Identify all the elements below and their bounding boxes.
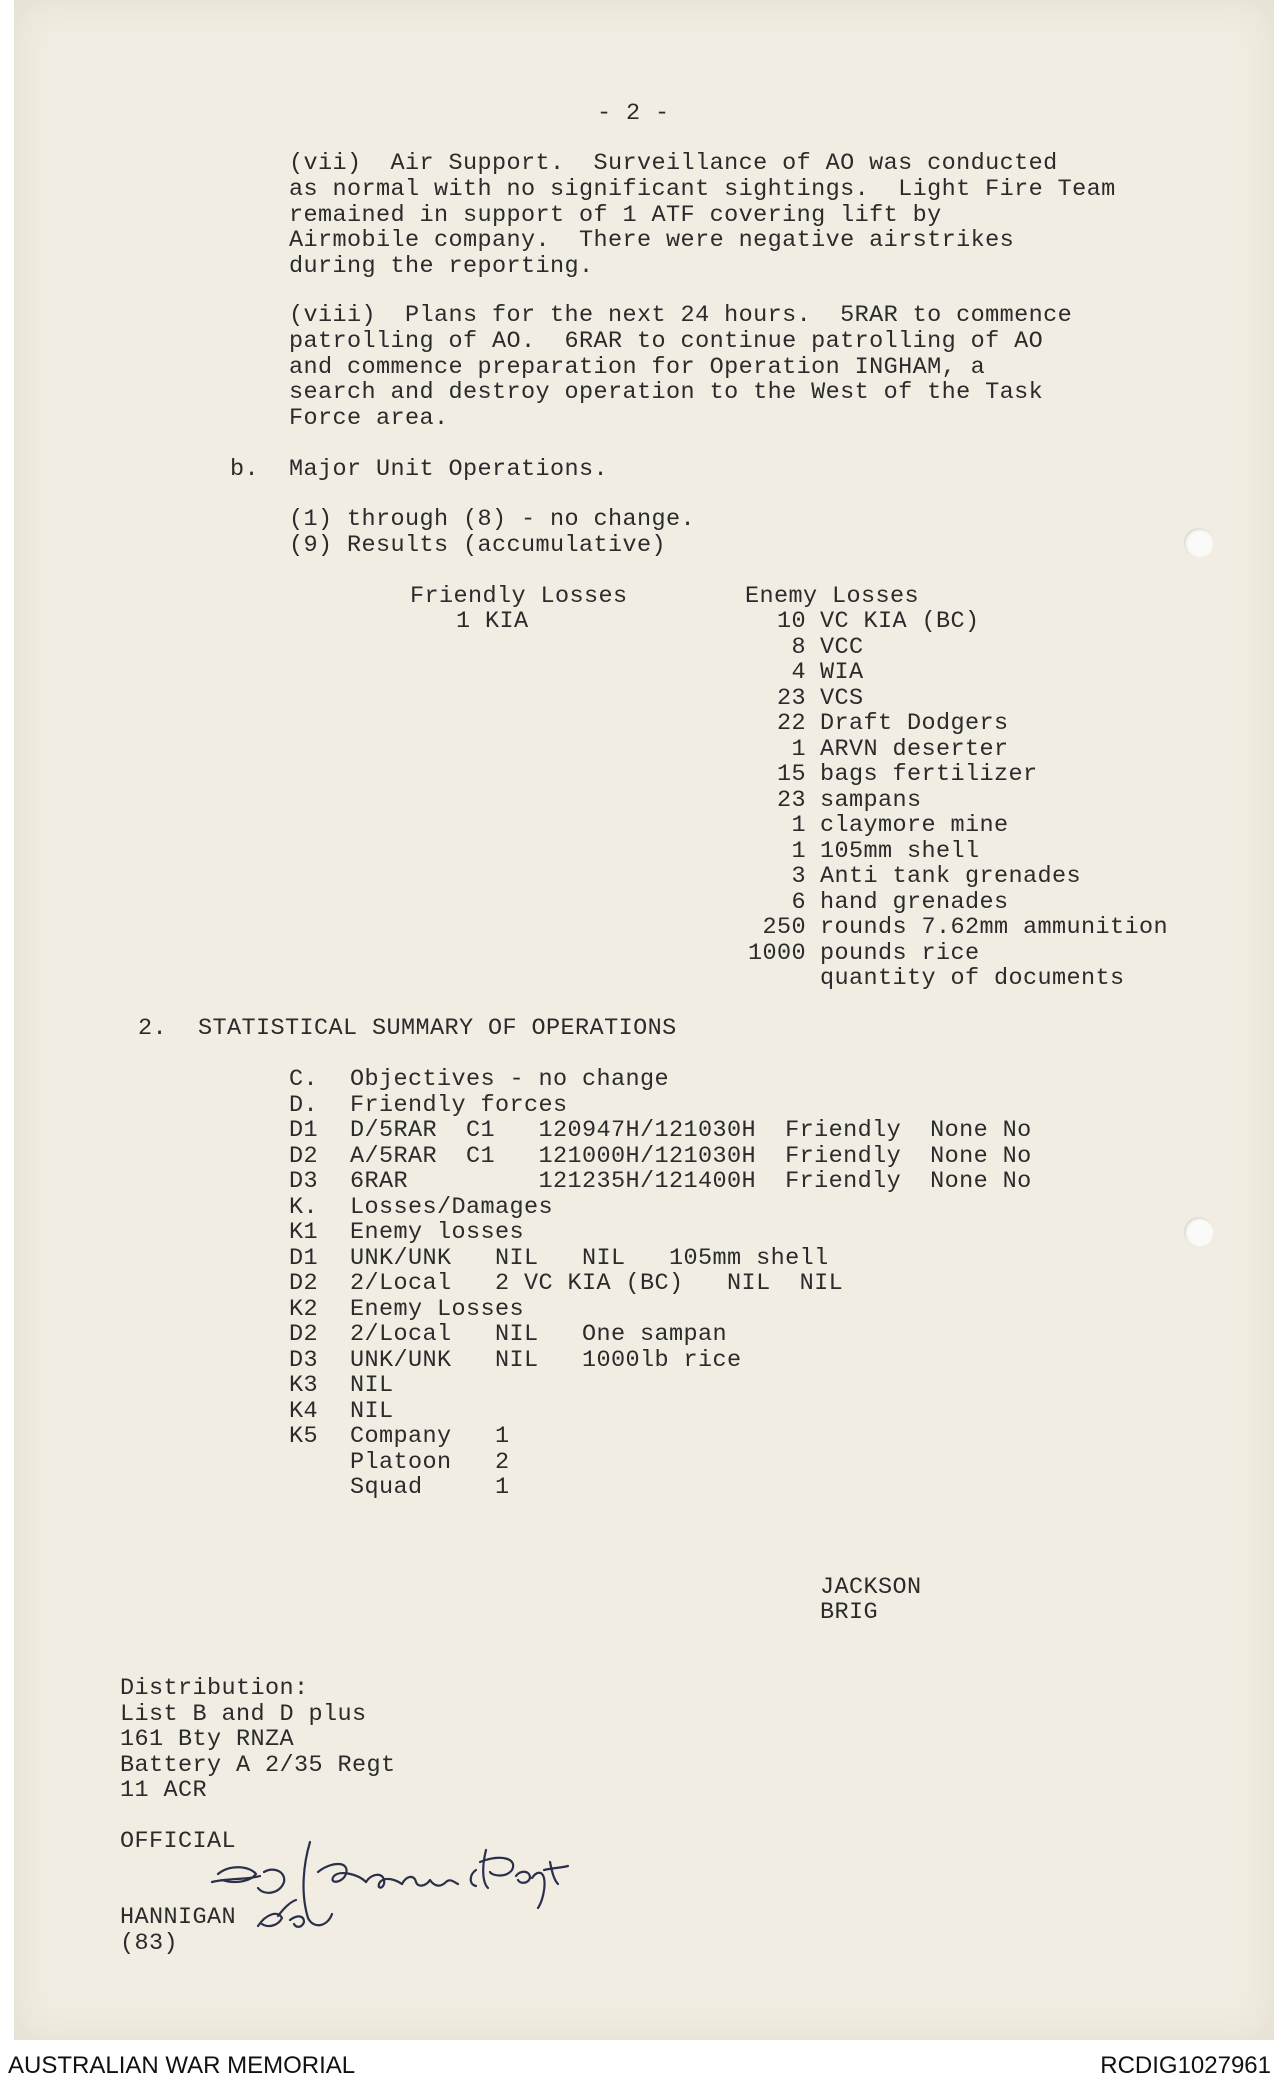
enemy-loss-desc: sampans — [820, 786, 922, 814]
enemy-loss-qty: 1 — [791, 837, 806, 865]
footer-record-id: RCDIG1027961 — [1100, 2052, 1271, 2079]
friendly-losses-item: 1 KIA — [456, 608, 529, 635]
air-support-line-3: remained in support of 1 ATF covering lift by — [289, 202, 942, 229]
handwritten-signature — [200, 1822, 680, 1942]
enemy-loss-desc: VCC — [820, 633, 864, 661]
enemy-loss-qty: 6 — [791, 888, 806, 916]
enemy-loss-qty: 22 — [776, 710, 806, 737]
stat-row-code: K4 — [289, 1397, 319, 1425]
major-unit-line-2: (9) Results (accumulative) — [289, 532, 667, 559]
official-label: OFFICIAL — [120, 1828, 237, 1855]
stat-row-code: K2 — [289, 1295, 319, 1323]
stat-row-text: Objectives - no change — [350, 1066, 670, 1093]
enemy-loss-desc: VC KIA (BC) — [820, 608, 980, 635]
enemy-loss-desc: ARVN deserter — [820, 735, 1009, 763]
enemy-loss-qty: 3 — [791, 863, 806, 890]
enemy-loss-desc: bags fertilizer — [820, 761, 1038, 788]
stat-row-code: C. — [289, 1066, 319, 1093]
enemy-loss-desc: Anti tank grenades — [820, 863, 1082, 890]
punch-hole-bottom — [1184, 1217, 1214, 1247]
stat-row-code: D1 — [289, 1244, 319, 1272]
footer-archive-name: AUSTRALIAN WAR MEMORIAL — [8, 2052, 356, 2079]
stat-row-code: K5 — [289, 1423, 319, 1450]
stat-row-text: Enemy losses — [350, 1219, 525, 1246]
enemy-loss-qty: 250 — [762, 914, 806, 941]
enemy-loss-qty: 1 — [791, 735, 806, 763]
statistical-heading: STATISTICAL SUMMARY OF OPERATIONS — [198, 1015, 677, 1042]
enemy-loss-desc: 105mm shell — [820, 837, 980, 865]
stat-row-code: K1 — [289, 1219, 319, 1246]
enemy-loss-qty: 15 — [776, 761, 806, 788]
major-unit-heading: Major Unit Operations. — [289, 456, 609, 483]
signoff-rank: BRIG — [820, 1599, 879, 1626]
enemy-loss-qty: 10 — [776, 608, 806, 635]
plans-line-3: and commence preparation for Operation INGHAM, a — [289, 354, 986, 381]
enemy-loss-desc: Draft Dodgers — [820, 710, 1009, 737]
plans-line-5: Force area. — [289, 405, 449, 432]
signoff-name: JACKSON — [820, 1574, 922, 1601]
enemy-loss-desc: VCS — [820, 684, 864, 712]
plans-line-1: (viii) Plans for the next 24 hours. 5RAR to commence — [289, 302, 1073, 329]
stat-row-text: Platoon 2 — [350, 1448, 510, 1476]
stat-row-text: Enemy Losses — [350, 1295, 525, 1323]
distribution-line-4: 11 ACR — [120, 1777, 208, 1804]
stat-row-code: D1 — [289, 1117, 319, 1144]
stat-row-code: D2 — [289, 1321, 319, 1348]
enemy-loss-desc: hand grenades — [820, 888, 1009, 916]
air-support-line-5: during the reporting. — [289, 253, 594, 280]
air-support-line-1: (vii) Air Support. Surveillance of AO was conducted — [289, 150, 1058, 177]
air-support-line-4: Airmobile company. There were negative airstrikes — [289, 227, 1015, 254]
friendly-losses-heading: Friendly Losses — [410, 583, 628, 610]
stat-row-code: D2 — [289, 1142, 319, 1170]
enemy-loss-desc: claymore mine — [820, 812, 1009, 839]
distribution-line-3: Battery A 2/35 Regt — [120, 1752, 396, 1779]
enemy-loss-qty: 23 — [776, 684, 806, 712]
enemy-loss-qty: 1000 — [747, 939, 806, 967]
distribution-line-2: 161 Bty RNZA — [120, 1726, 295, 1753]
stat-row-text: NIL — [350, 1372, 394, 1399]
enemy-loss-desc: rounds 7.62mm ammunition — [820, 914, 1169, 941]
enemy-loss-qty: 23 — [776, 786, 806, 814]
section-number-2: 2. — [138, 1015, 168, 1042]
section-letter-b: b. — [230, 456, 260, 483]
punch-hole-top — [1184, 528, 1214, 558]
stat-row-text: A/5RAR C1 121000H/121030H Friendly None No — [350, 1142, 1032, 1170]
enemy-loss-qty: 1 — [791, 812, 806, 839]
stat-row-code: D2 — [289, 1270, 319, 1297]
distribution-line-1: List B and D plus — [120, 1701, 367, 1728]
stat-row-code: K. — [289, 1193, 319, 1221]
plans-line-4: search and destroy operation to the West of the Task — [289, 379, 1044, 406]
stat-row-text: Squad 1 — [350, 1474, 510, 1501]
stat-row-text: Friendly forces — [350, 1091, 568, 1119]
hannigan-ext: (83) — [120, 1930, 179, 1957]
enemy-losses-heading: Enemy Losses — [745, 583, 920, 610]
stat-row-text: Company 1 — [350, 1423, 510, 1450]
hannigan-name: HANNIGAN — [120, 1904, 237, 1931]
enemy-loss-qty: 4 — [791, 659, 806, 686]
stat-row-text: D/5RAR C1 120947H/121030H Friendly None No — [350, 1117, 1032, 1144]
stat-row-code: D3 — [289, 1168, 319, 1195]
enemy-loss-desc: quantity of documents — [820, 965, 1125, 992]
stat-row-text: 2/Local 2 VC KIA (BC) NIL NIL — [350, 1270, 844, 1297]
stat-row-text: UNK/UNK NIL 1000lb rice — [350, 1346, 742, 1374]
stat-row-text: NIL — [350, 1397, 394, 1425]
enemy-loss-desc: WIA — [820, 659, 864, 686]
air-support-line-2: as normal with no significant sightings. Light Fire Team — [289, 176, 1116, 203]
stat-row-code: D. — [289, 1091, 319, 1119]
enemy-loss-desc: pounds rice — [820, 939, 980, 967]
distribution-heading: Distribution: — [120, 1675, 309, 1702]
stat-row-text: UNK/UNK NIL NIL 105mm shell — [350, 1244, 829, 1272]
major-unit-line-1: (1) through (8) - no change. — [289, 506, 696, 533]
stat-row-code: K3 — [289, 1372, 319, 1399]
page-number: - 2 - — [597, 100, 670, 127]
stat-row-text: 6RAR 121235H/121400H Friendly None No — [350, 1168, 1032, 1195]
stat-row-code: D3 — [289, 1346, 319, 1374]
enemy-loss-qty: 8 — [791, 633, 806, 661]
plans-line-2: patrolling of AO. 6RAR to continue patrolling of AO — [289, 328, 1044, 355]
stat-row-text: 2/Local NIL One sampan — [350, 1321, 728, 1348]
stat-row-text: Losses/Damages — [350, 1193, 554, 1221]
